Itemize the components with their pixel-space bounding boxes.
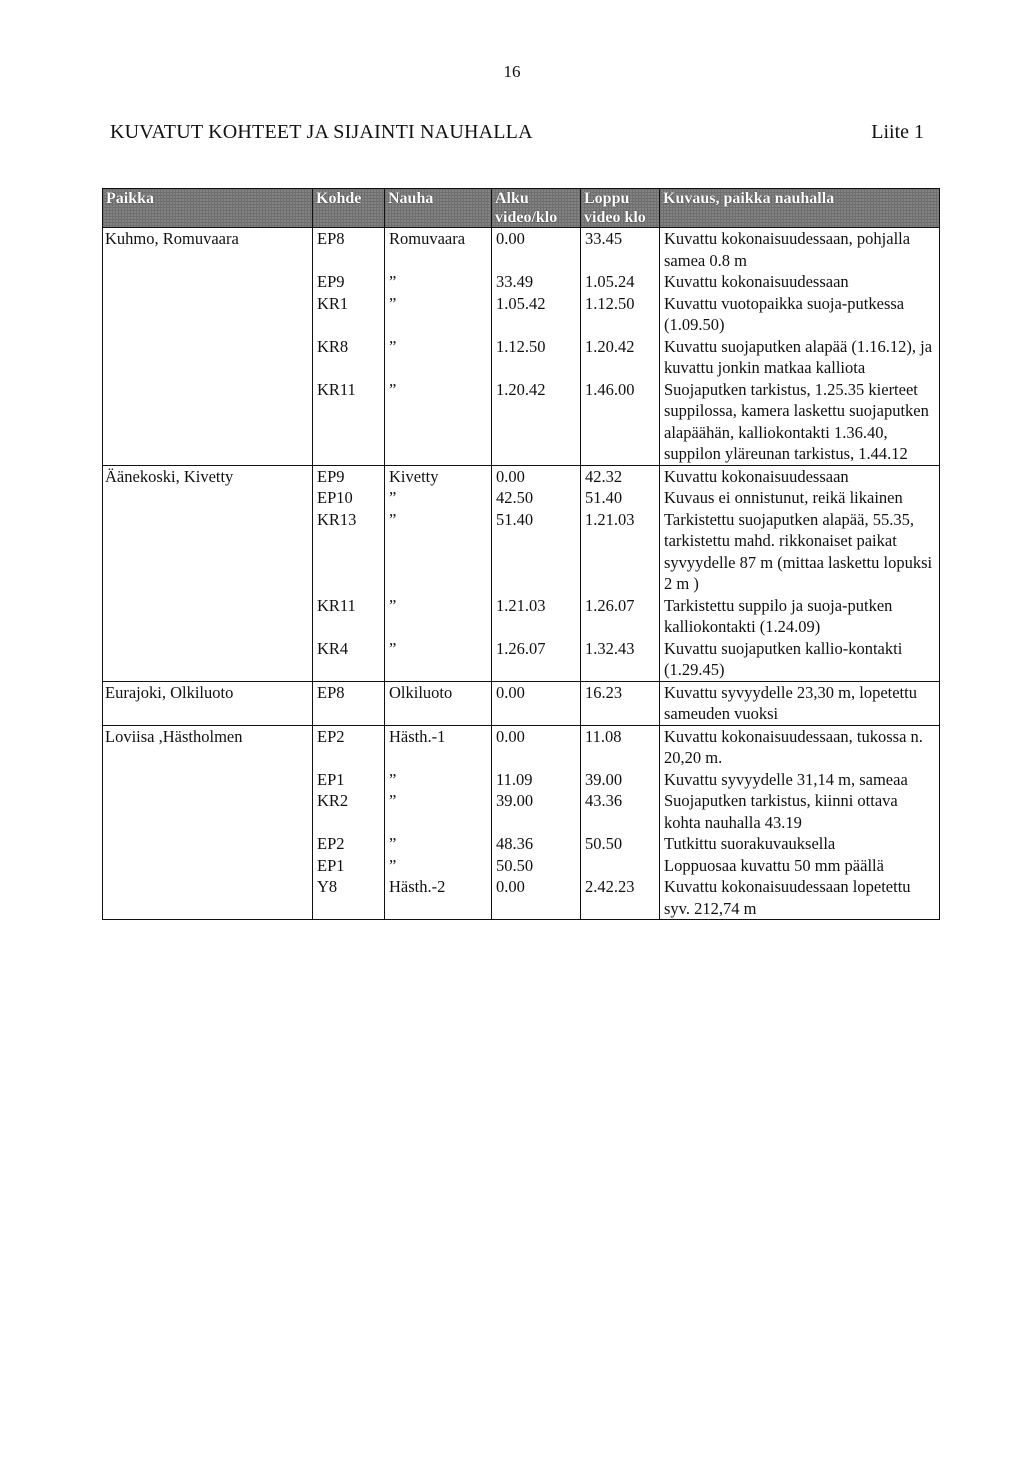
cell-end: 39.00 — [581, 769, 660, 791]
cell-target: KR11 — [313, 595, 385, 638]
cell-start: 11.09 — [492, 769, 581, 791]
table-row — [103, 876, 940, 920]
cell-target: EP9 — [313, 465, 385, 487]
cell-tape: ” — [385, 833, 492, 855]
cell-tape: ” — [385, 638, 492, 682]
cell-end: 43.36 — [581, 790, 660, 833]
cell-description: Kuvattu kokonaisuudessaan, pohjalla samea 0.8 m — [660, 228, 940, 272]
column-header-start: Alku video/klo — [492, 189, 581, 228]
cell-tape: Hästh.-1 — [385, 725, 492, 769]
table-row — [103, 855, 940, 877]
cell-place — [103, 293, 313, 336]
cell-place — [103, 595, 313, 638]
cell-end — [581, 855, 660, 877]
cell-tape: Kivetty — [385, 465, 492, 487]
cell-tape: ” — [385, 769, 492, 791]
cell-place — [103, 379, 313, 466]
cell-place: Kuhmo, Romuvaara — [103, 228, 313, 272]
table-row — [103, 725, 940, 769]
cell-description: Suojaputken tarkistus, 1.25.35 kierteet suppilossa, kamera laskettu suojaputken alapäähän, kalliokontakti 1.36.40, suppilon yläreunan tarkistus, 1.44.12 — [660, 379, 940, 466]
column-header-end: Loppu video klo — [581, 189, 660, 228]
table-row — [103, 638, 940, 682]
cell-start: 33.49 — [492, 271, 581, 293]
table-body — [103, 228, 940, 920]
document-title: KUVATUT KOHTEET JA SIJAINTI NAUHALLA — [110, 121, 533, 143]
cell-place: Eurajoki, Olkiluoto — [103, 681, 313, 725]
cell-target: KR2 — [313, 790, 385, 833]
table-header-row — [103, 189, 940, 228]
table-row — [103, 336, 940, 379]
cell-place — [103, 509, 313, 595]
cell-place — [103, 876, 313, 920]
cell-end: 11.08 — [581, 725, 660, 769]
cell-place — [103, 790, 313, 833]
cell-end: 1.46.00 — [581, 379, 660, 466]
cell-tape: ” — [385, 293, 492, 336]
cell-tape: ” — [385, 271, 492, 293]
cell-tape: ” — [385, 487, 492, 509]
cell-description: Suojaputken tarkistus, kiinni ottava kohta nauhalla 43.19 — [660, 790, 940, 833]
cell-description: Loppuosaa kuvattu 50 mm päällä — [660, 855, 940, 877]
table-row — [103, 271, 940, 293]
cell-start: 0.00 — [492, 465, 581, 487]
cell-target: KR8 — [313, 336, 385, 379]
cell-description: Kuvattu vuotopaikka suoja-putkessa (1.09.50) — [660, 293, 940, 336]
cell-place — [103, 769, 313, 791]
cell-target: KR4 — [313, 638, 385, 682]
cell-description: Tarkistettu suppilo ja suoja-putken kalliokontakti (1.24.09) — [660, 595, 940, 638]
cell-description: Kuvattu kokonaisuudessaan, tukossa n. 20,20 m. — [660, 725, 940, 769]
table-row — [103, 769, 940, 791]
cell-target: EP10 — [313, 487, 385, 509]
cell-description: Kuvattu syvyydelle 23,30 m, lopetettu sameuden vuoksi — [660, 681, 940, 725]
table-row — [103, 681, 940, 725]
cell-tape: ” — [385, 509, 492, 595]
cell-description: Tarkistettu suojaputken alapää, 55.35, tarkistettu mahd. rikkonaiset paikat syvyydelle 87 m (mittaa laskettu lopuksi 2 m ) — [660, 509, 940, 595]
cell-start: 0.00 — [492, 876, 581, 920]
cell-place — [103, 638, 313, 682]
cell-description: Kuvattu syvyydelle 31,14 m, sameaa — [660, 769, 940, 791]
column-header-tape: Nauha — [385, 189, 492, 228]
table-row — [103, 293, 940, 336]
cell-place — [103, 336, 313, 379]
cell-start: 0.00 — [492, 681, 581, 725]
cell-target: EP1 — [313, 855, 385, 877]
cell-target: EP9 — [313, 271, 385, 293]
cell-target: EP2 — [313, 725, 385, 769]
cell-tape: ” — [385, 790, 492, 833]
cell-start: 42.50 — [492, 487, 581, 509]
table-row — [103, 790, 940, 833]
cell-place — [103, 487, 313, 509]
cell-start: 1.12.50 — [492, 336, 581, 379]
column-header-target: Kohde — [313, 189, 385, 228]
cell-start: 1.26.07 — [492, 638, 581, 682]
cell-description: Kuvattu kokonaisuudessaan — [660, 271, 940, 293]
cell-place — [103, 855, 313, 877]
table-row — [103, 595, 940, 638]
page-number: 16 — [503, 62, 521, 81]
cell-tape: Hästh.-2 — [385, 876, 492, 920]
cell-start: 1.20.42 — [492, 379, 581, 466]
column-header-description: Kuvaus, paikka nauhalla — [660, 189, 940, 228]
cell-description: Kuvattu suojaputken kallio-kontakti (1.29.45) — [660, 638, 940, 682]
video-log-table — [102, 188, 940, 920]
table-row — [103, 228, 940, 272]
cell-end: 1.12.50 — [581, 293, 660, 336]
cell-place: Loviisa ,Hästholmen — [103, 725, 313, 769]
cell-end: 1.05.24 — [581, 271, 660, 293]
cell-end: 51.40 — [581, 487, 660, 509]
cell-target: KR11 — [313, 379, 385, 466]
cell-end: 1.20.42 — [581, 336, 660, 379]
cell-start: 0.00 — [492, 228, 581, 272]
cell-tape: Romuvaara — [385, 228, 492, 272]
cell-start: 1.05.42 — [492, 293, 581, 336]
cell-end: 1.32.43 — [581, 638, 660, 682]
cell-place — [103, 271, 313, 293]
cell-start: 50.50 — [492, 855, 581, 877]
cell-end: 16.23 — [581, 681, 660, 725]
cell-start: 51.40 — [492, 509, 581, 595]
appendix-label: Liite 1 — [871, 121, 924, 143]
table-row — [103, 509, 940, 595]
cell-end: 1.21.03 — [581, 509, 660, 595]
video-log-table-container — [102, 188, 939, 920]
cell-place: Äänekoski, Kivetty — [103, 465, 313, 487]
cell-target: EP1 — [313, 769, 385, 791]
cell-description: Tutkittu suorakuvauksella — [660, 833, 940, 855]
cell-target: KR13 — [313, 509, 385, 595]
cell-tape: ” — [385, 855, 492, 877]
cell-target: Y8 — [313, 876, 385, 920]
cell-tape: ” — [385, 379, 492, 466]
cell-end: 42.32 — [581, 465, 660, 487]
cell-start: 48.36 — [492, 833, 581, 855]
cell-tape: Olkiluoto — [385, 681, 492, 725]
cell-place — [103, 833, 313, 855]
cell-target: EP2 — [313, 833, 385, 855]
cell-end: 2.42.23 — [581, 876, 660, 920]
cell-tape: ” — [385, 595, 492, 638]
cell-end: 1.26.07 — [581, 595, 660, 638]
table-row — [103, 379, 940, 466]
cell-start: 1.21.03 — [492, 595, 581, 638]
cell-description: Kuvattu suojaputken alapää (1.16.12), ja kuvattu jonkin matkaa kalliota — [660, 336, 940, 379]
cell-end: 33.45 — [581, 228, 660, 272]
cell-tape: ” — [385, 336, 492, 379]
cell-start: 0.00 — [492, 725, 581, 769]
cell-target: EP8 — [313, 681, 385, 725]
cell-end: 50.50 — [581, 833, 660, 855]
table-row — [103, 833, 940, 855]
table-row — [103, 465, 940, 487]
cell-target: EP8 — [313, 228, 385, 272]
column-header-place: Paikka — [103, 189, 313, 228]
cell-description: Kuvattu kokonaisuudessaan lopetettu syv. 212,74 m — [660, 876, 940, 920]
cell-description: Kuvaus ei onnistunut, reikä likainen — [660, 487, 940, 509]
cell-start: 39.00 — [492, 790, 581, 833]
table-row — [103, 487, 940, 509]
cell-description: Kuvattu kokonaisuudessaan — [660, 465, 940, 487]
cell-target: KR1 — [313, 293, 385, 336]
